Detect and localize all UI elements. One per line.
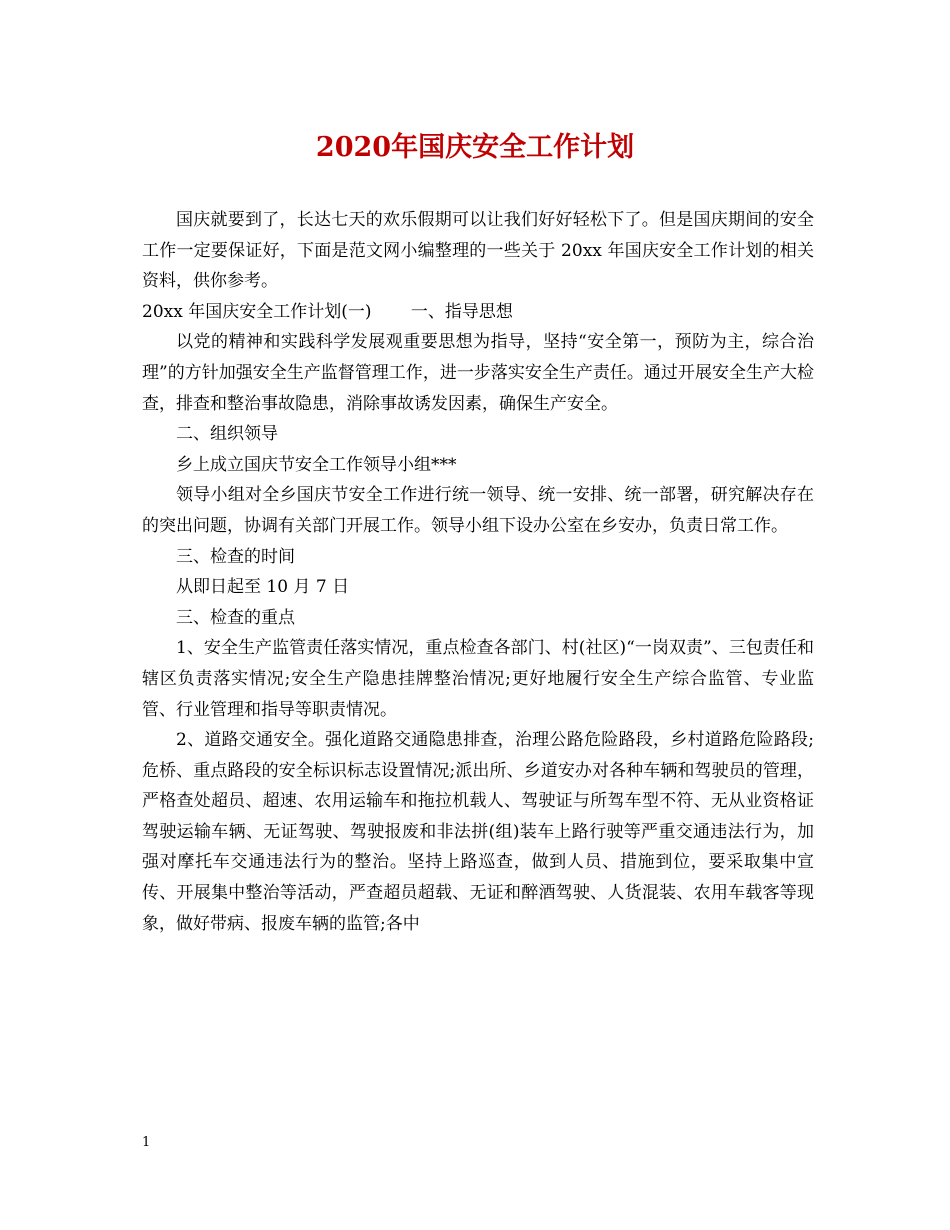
paragraph-inspection-period: 从即日起至 10 月 7 日 — [176, 577, 350, 598]
paragraph-leading-group: 乡上成立国庆节安全工作领导小组*** — [176, 454, 457, 475]
document-body — [142, 205, 814, 939]
paragraph-focus-item-1: 1、安全生产监管责任落实情况，重点检查各部门、村(社区)“一岗双责”、三包责任和辖区负责落实情况;安全生产隐患挂牌整治情况;更好地履行安全生产综合监管、专业监管、行业管理和指导等职责情况。 — [142, 638, 814, 720]
section-heading-inspection-focus: 三、检查的重点 — [176, 607, 295, 628]
document-title: 2020年国庆安全工作计划 — [315, 132, 635, 163]
page-number: 1 — [142, 1135, 151, 1150]
paragraph-plan-heading: 20xx 年国庆安全工作计划(一) 一、指导思想 — [142, 301, 513, 322]
section-heading-organization: 二、组织领导 — [176, 424, 278, 445]
paragraph-group-duties: 领导小组对全乡国庆节安全工作进行统一领导、统一安排、统一部署，研究解决存在的突出问题，协调有关部门开展工作。领导小组下设办公室在乡安办，负责日常工作。 — [142, 485, 814, 536]
section-heading-inspection-time: 三、检查的时间 — [176, 546, 295, 567]
paragraph-focus-item-2: 2、道路交通安全。强化道路交通隐患排查，治理公路危险路段，乡村道路危险路段;危桥、重点路段的安全标识标志设置情况;派出所、乡道安办对各种车辆和驾驶员的管理，严格查处超员、超速、农用运输车和拖拉机载人、驾驶证与所驾车型不符、无从业资格证驾驶运输车辆、无证驾驶、驾驶报废和非法拼(组)装车上路行驶等严重交通违法行为，加强对摩托车交通违法行为的整治。坚持上路巡查，做到人员、措施到位，要采取集中宣传、开展集中整治等活动，严查超员超载、无证和醉酒驾驶、人货混装、农用车载客等现象，做好带病、报废车辆的监管;各中 — [142, 730, 814, 934]
paragraph-guiding-thought: 以党的精神和实践科学发展观重要思想为指导，坚持“安全第一，预防为主，综合治理”的方针加强安全生产监督管理工作，进一步落实安全生产责任。通过开展安全生产大检查，排查和整治事故隐患，消除事故诱发因素，确保生产安全。 — [142, 332, 814, 414]
paragraph-intro: 国庆就要到了，长达七天的欢乐假期可以让我们好好轻松下了。但是国庆期间的安全工作一定要保证好，下面是范文网小编整理的一些关于 20xx 年国庆安全工作计划的相关资料，供你参考。 — [142, 210, 814, 292]
